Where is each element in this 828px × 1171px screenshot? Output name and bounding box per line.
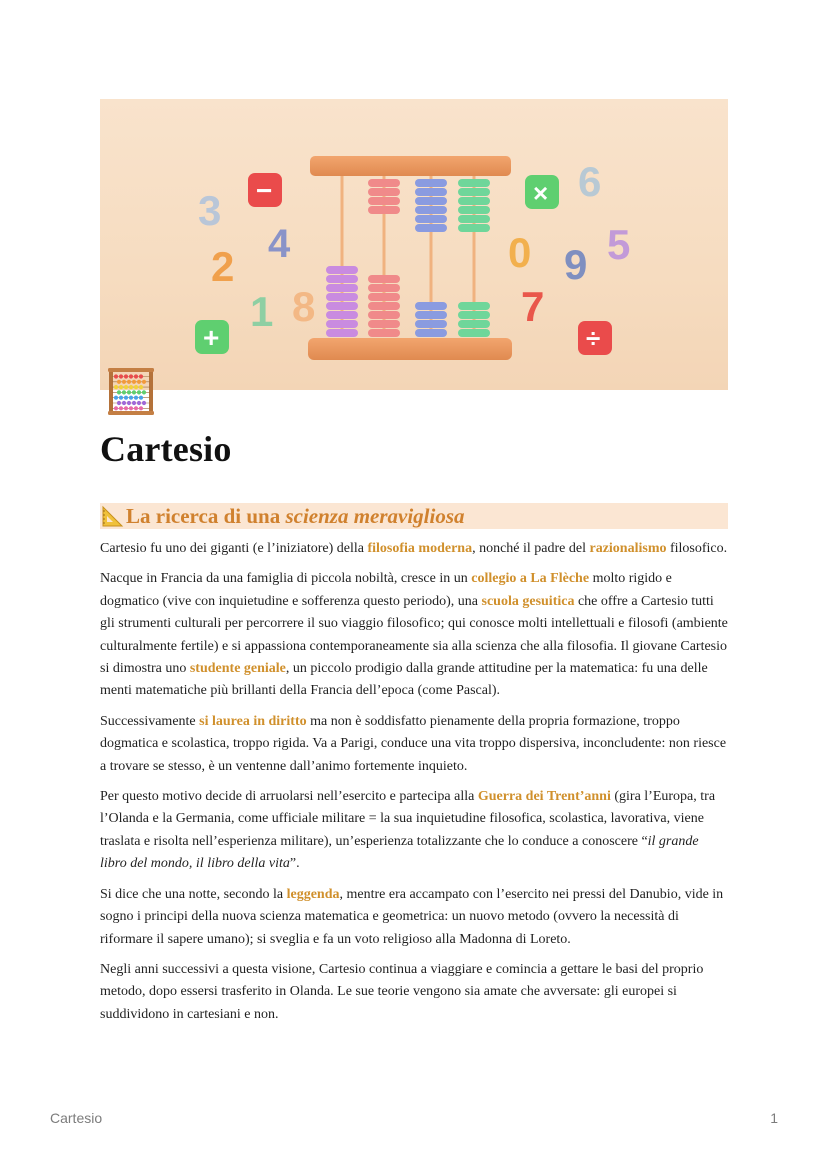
minus-glyph: − bbox=[256, 175, 273, 206]
abacus-bead bbox=[124, 396, 128, 400]
abacus-bead bbox=[119, 385, 123, 389]
document-body bbox=[100, 538, 728, 1034]
number-glyph: 4 bbox=[268, 222, 291, 266]
paragraph bbox=[100, 959, 728, 1026]
number-glyph: 1 bbox=[250, 288, 274, 335]
abacus-bead bbox=[127, 401, 131, 405]
abacus-bead bbox=[137, 401, 141, 405]
abacus-bead bbox=[368, 188, 400, 196]
abacus-bead bbox=[326, 284, 358, 292]
text-run: Si dice che una notte, secondo la bbox=[100, 886, 287, 902]
abacus-bead bbox=[326, 302, 358, 310]
abacus-bead bbox=[458, 215, 490, 223]
abacus-bead bbox=[458, 311, 490, 319]
abacus-bead bbox=[368, 206, 400, 214]
abacus-bead bbox=[134, 385, 138, 389]
abacus-bead bbox=[326, 275, 358, 283]
abacus-bead bbox=[114, 396, 118, 400]
abacus-bead bbox=[139, 374, 143, 378]
footer-title: Cartesio bbox=[50, 1110, 103, 1126]
abacus-bead bbox=[458, 302, 490, 310]
abacus-bead bbox=[139, 396, 143, 400]
abacus-bead bbox=[415, 179, 447, 187]
abacus-bead bbox=[127, 380, 131, 384]
abacus-bead bbox=[415, 215, 447, 223]
abacus-bead bbox=[368, 179, 400, 187]
abacus-bead bbox=[132, 380, 136, 384]
abacus-bead bbox=[368, 197, 400, 205]
abacus-bead bbox=[458, 329, 490, 337]
text-run: , nonché il padre del bbox=[472, 541, 590, 556]
number-glyph: 5 bbox=[607, 221, 631, 268]
abacus-bead bbox=[415, 311, 447, 319]
section-title: La ricerca di una scienza meravigliosa bbox=[126, 503, 465, 528]
abacus-bead bbox=[114, 406, 118, 410]
abacus-bead bbox=[127, 390, 131, 394]
abacus-bead bbox=[415, 224, 447, 232]
highlighted-term: si laurea in diritto bbox=[199, 713, 307, 729]
abacus-bead bbox=[119, 396, 123, 400]
abacus-bead bbox=[129, 396, 133, 400]
paragraph bbox=[100, 786, 728, 876]
abacus-bead bbox=[122, 380, 126, 384]
abacus-bead bbox=[458, 179, 490, 187]
abacus-bead bbox=[134, 406, 138, 410]
abacus-bead bbox=[368, 293, 400, 301]
text-run: Per questo motivo decide di arruolarsi nell’esercito e partecipa alla bbox=[100, 789, 478, 805]
abacus-bead bbox=[415, 197, 447, 205]
abacus-bead bbox=[134, 396, 138, 400]
abacus-bead bbox=[129, 406, 133, 410]
abacus-icon bbox=[106, 366, 156, 418]
abacus-bead bbox=[119, 374, 123, 378]
abacus-bead bbox=[142, 380, 146, 384]
text-run: Negli anni successivi a questa visione, Cartesio continua a viaggiare e comincia a gettare le basi del proprio metodo, dopo essersi trasferito in Olanda. Le sue teorie vengono sia amate che avversate: gli europei si suddividono in cartesiani e non. bbox=[100, 961, 704, 1022]
abacus-bead bbox=[415, 302, 447, 310]
divide-glyph: ÷ bbox=[586, 323, 601, 353]
abacus-top-bar bbox=[310, 156, 511, 176]
abacus-bead bbox=[458, 188, 490, 196]
abacus-bead bbox=[368, 320, 400, 328]
page-title: Cartesio bbox=[100, 429, 232, 469]
highlighted-term: razionalismo bbox=[589, 541, 667, 556]
abacus-bead bbox=[124, 385, 128, 389]
highlighted-term: filosofia moderna bbox=[367, 541, 473, 556]
abacus-illustration bbox=[100, 99, 728, 390]
highlighted-term: collegio a La Flèche bbox=[471, 571, 590, 587]
highlighted-term: Guerra dei Trent’anni bbox=[477, 789, 611, 805]
abacus-bead bbox=[114, 374, 118, 378]
text-run: Cartesio fu uno dei giganti (e l’iniziatore) della bbox=[100, 541, 368, 556]
abacus-bead bbox=[117, 390, 121, 394]
paragraph bbox=[100, 711, 728, 778]
abacus-bead bbox=[139, 385, 143, 389]
abacus-bead bbox=[134, 374, 138, 378]
abacus-bead bbox=[122, 390, 126, 394]
abacus-bead bbox=[137, 380, 141, 384]
abacus-bead bbox=[415, 206, 447, 214]
number-glyph: 3 bbox=[198, 187, 222, 234]
abacus-bead bbox=[119, 406, 123, 410]
abacus-bead bbox=[132, 390, 136, 394]
abacus-bead bbox=[326, 311, 358, 319]
highlighted-term: studente geniale bbox=[189, 661, 286, 677]
abacus-bead bbox=[458, 197, 490, 205]
abacus-bead bbox=[368, 311, 400, 319]
text-run: , mentre era accampato con l’esercito nei pressi del Danubio, vide in sogno i principi della nuova scienza matematica e geometrica: un nuovo metodo (ovvero la necessità di riformare il sapere umano); si sveglia e fa un voto religioso alla Madonna di Loreto. bbox=[100, 886, 724, 947]
abacus-bead bbox=[124, 374, 128, 378]
number-glyph: 8 bbox=[292, 283, 316, 330]
highlighted-term: scuola gesuitica bbox=[481, 593, 575, 609]
abacus-bead bbox=[326, 329, 358, 337]
text-run: (gira l’Europa, tra l’Olanda e la Germania, come ufficiale militare = la sua inquietudine filosofica, scolastica, lavorativa, viene traslata e risolta nell’esperienza militare), un’esperienza totalizzante che lo conduce a conoscere “ bbox=[100, 789, 716, 849]
text-run: , un piccolo prodigio dalla grande attitudine per la matematica: fu una delle menti matematiche più brillanti della Francia dell’epoca (come Pascal). bbox=[100, 661, 708, 699]
abacus-bead bbox=[142, 390, 146, 394]
abacus-bead bbox=[326, 266, 358, 274]
text-run: Nacque in Francia da una famiglia di piccola nobiltà, cresce in un bbox=[100, 571, 472, 587]
number-glyph: 6 bbox=[578, 158, 602, 205]
abacus-bead bbox=[129, 374, 133, 378]
abacus-bead bbox=[132, 401, 136, 405]
abacus-bead bbox=[124, 406, 128, 410]
number-glyph: 0 bbox=[508, 229, 532, 276]
number-glyph: 2 bbox=[211, 243, 235, 290]
abacus-bead bbox=[415, 188, 447, 196]
plus-glyph: + bbox=[203, 322, 220, 353]
text-run: che offre a Cartesio tutti gli strumenti culturali per percorrere il suo viaggio filosofico; qui conosce molti intellettuali e filosofi (ambiente culturalmente fertile) e si appassiona contemporaneamente sia alla scienza che alla filosofia. Il giovane Cartesio si dimostra uno bbox=[100, 593, 728, 677]
paragraph bbox=[100, 568, 728, 702]
quote-text: il grande libro del mondo, il libro della vita bbox=[100, 833, 699, 872]
abacus-bead bbox=[142, 401, 146, 405]
abacus-bead bbox=[137, 390, 141, 394]
abacus-bead bbox=[129, 385, 133, 389]
cover-banner bbox=[100, 99, 728, 390]
abacus-bead bbox=[458, 320, 490, 328]
text-run: Successivamente bbox=[100, 713, 200, 729]
abacus-bead bbox=[368, 329, 400, 337]
page-number: 1 bbox=[770, 1110, 778, 1126]
abacus-bead bbox=[117, 380, 121, 384]
number-glyph: 7 bbox=[521, 283, 545, 330]
paragraph bbox=[100, 884, 728, 951]
abacus-bead bbox=[368, 275, 400, 283]
text-run: ma non è soddisfatto pienamente della propria formazione, troppo dogmatica e scolastica, troppo rigida. Va a Parigi, conduce una vita troppo dispersiva, inconcludente: non riesce a trovare se stesso, è un ventenne dall’animo fortemente inquieto. bbox=[100, 713, 727, 774]
triangle-ruler-icon bbox=[100, 503, 126, 529]
abacus-bead bbox=[368, 302, 400, 310]
abacus-bead bbox=[415, 320, 447, 328]
number-glyph: 9 bbox=[564, 241, 588, 288]
abacus-bead bbox=[117, 401, 121, 405]
abacus-bead bbox=[458, 224, 490, 232]
times-glyph: × bbox=[533, 178, 549, 208]
abacus-bead bbox=[326, 293, 358, 301]
text-run: ”. bbox=[289, 856, 300, 872]
abacus-bead bbox=[326, 320, 358, 328]
text-run: filosofico. bbox=[666, 541, 728, 556]
abacus-bead bbox=[458, 206, 490, 214]
abacus-bead bbox=[415, 329, 447, 337]
paragraph bbox=[100, 538, 728, 560]
abacus-bead bbox=[368, 284, 400, 292]
abacus-bead bbox=[122, 401, 126, 405]
section-heading bbox=[100, 503, 728, 529]
abacus-bead bbox=[114, 385, 118, 389]
abacus-base bbox=[308, 338, 512, 360]
text-run: molto rigido e dogmatico (vive con inquietudine e sofferenza questo periodo), una bbox=[100, 571, 672, 609]
abacus-bead bbox=[139, 406, 143, 410]
highlighted-term: leggenda bbox=[286, 886, 340, 902]
